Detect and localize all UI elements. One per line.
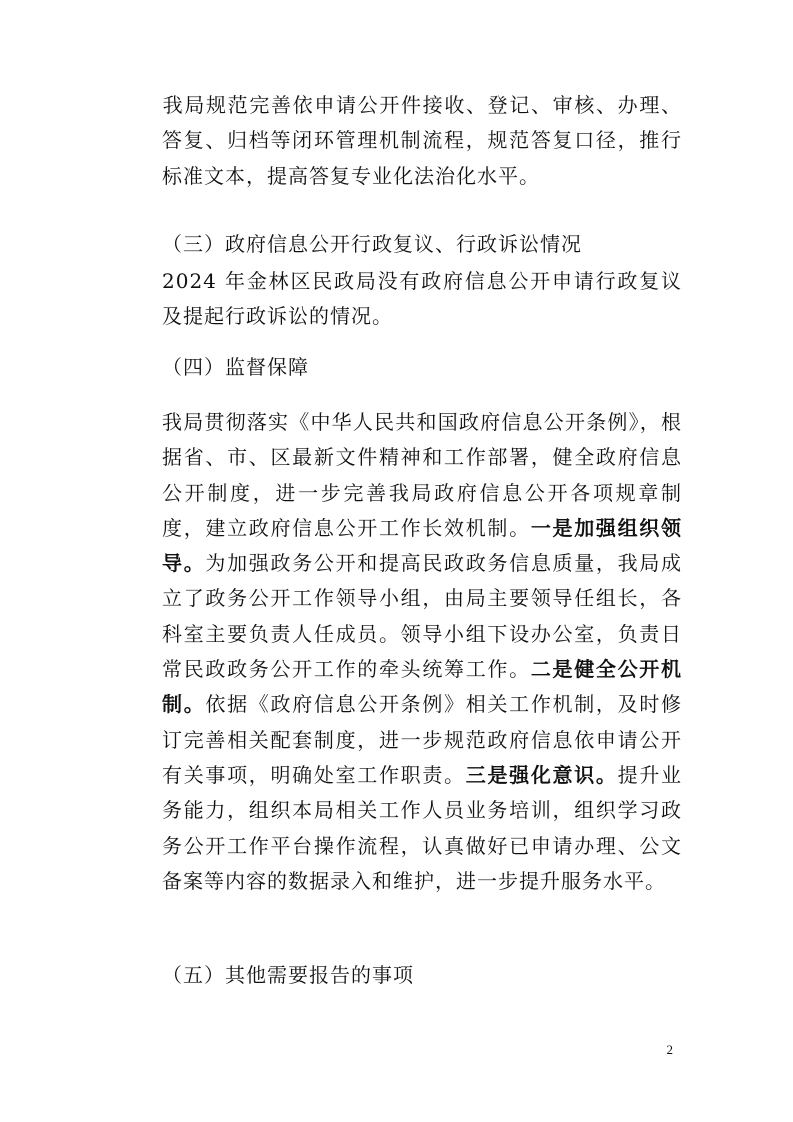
heading-other-matters: （五）其他需要报告的事项 bbox=[162, 963, 414, 987]
paragraph-text-part-1: 我局贯彻落实《中华人民共和国政府信息公开条例》，根据省、市、区最新文件精神和工作部署，健全政府信息公开制度，进一步完善我局政府信息公开各项规章制度，建立政府信息公开工作长效机制。 bbox=[162, 410, 682, 540]
heading-administrative-review: （三）政府信息公开行政复议、行政诉讼情况 bbox=[162, 232, 582, 256]
emphasis-improve-mechanism: 二是健全公开机制。 bbox=[162, 657, 683, 717]
paragraph-text: 我局规范完善依申请公开件接收、登记、审核、办理、答复、归档等闭环管理机制流程，规范答复口径，推行标准文本，提高答复专业化法治化水平。 bbox=[162, 93, 682, 188]
paragraph-closed-loop-management bbox=[162, 88, 682, 194]
heading-supervision: （四）监督保障 bbox=[162, 355, 309, 379]
paragraph-text-part-3: 依据《政府信息公开条例》相关工作机制，及时修订完善相关配套制度，进一步规范政府信息依申请公开有关事项，明确处室工作职责。 bbox=[162, 692, 683, 787]
page-number: 2 bbox=[666, 1042, 673, 1057]
paragraph-text: 2024 年金林区民政局没有政府信息公开申请行政复议及提起行政诉讼的情况。 bbox=[162, 269, 682, 329]
emphasis-strengthen-awareness: 三是强化意识。 bbox=[465, 762, 618, 787]
paragraph-text-part-4: 提升业务能力，组织本局相关工作人员业务培训，组织学习政务公开工作平台操作流程，认真做好已申请办理、公文备案等内容的数据录入和维护，进一步提升服务水平。 bbox=[162, 762, 683, 893]
paragraph-text-part-2: 为加强政务公开和提高民政政务信息质量，我局成立了政务公开工作领导小组，由局主要领导任组长，各科室主要负责人任成员。领导小组下设办公室，负责日常民政政务公开工作的牵头统筹工作。 bbox=[162, 551, 683, 682]
paragraph-no-review-cases bbox=[162, 264, 682, 335]
emphasis-strengthen-leadership: 一是加强组织领导。 bbox=[162, 515, 683, 576]
paragraph-supervision-details bbox=[162, 405, 682, 899]
